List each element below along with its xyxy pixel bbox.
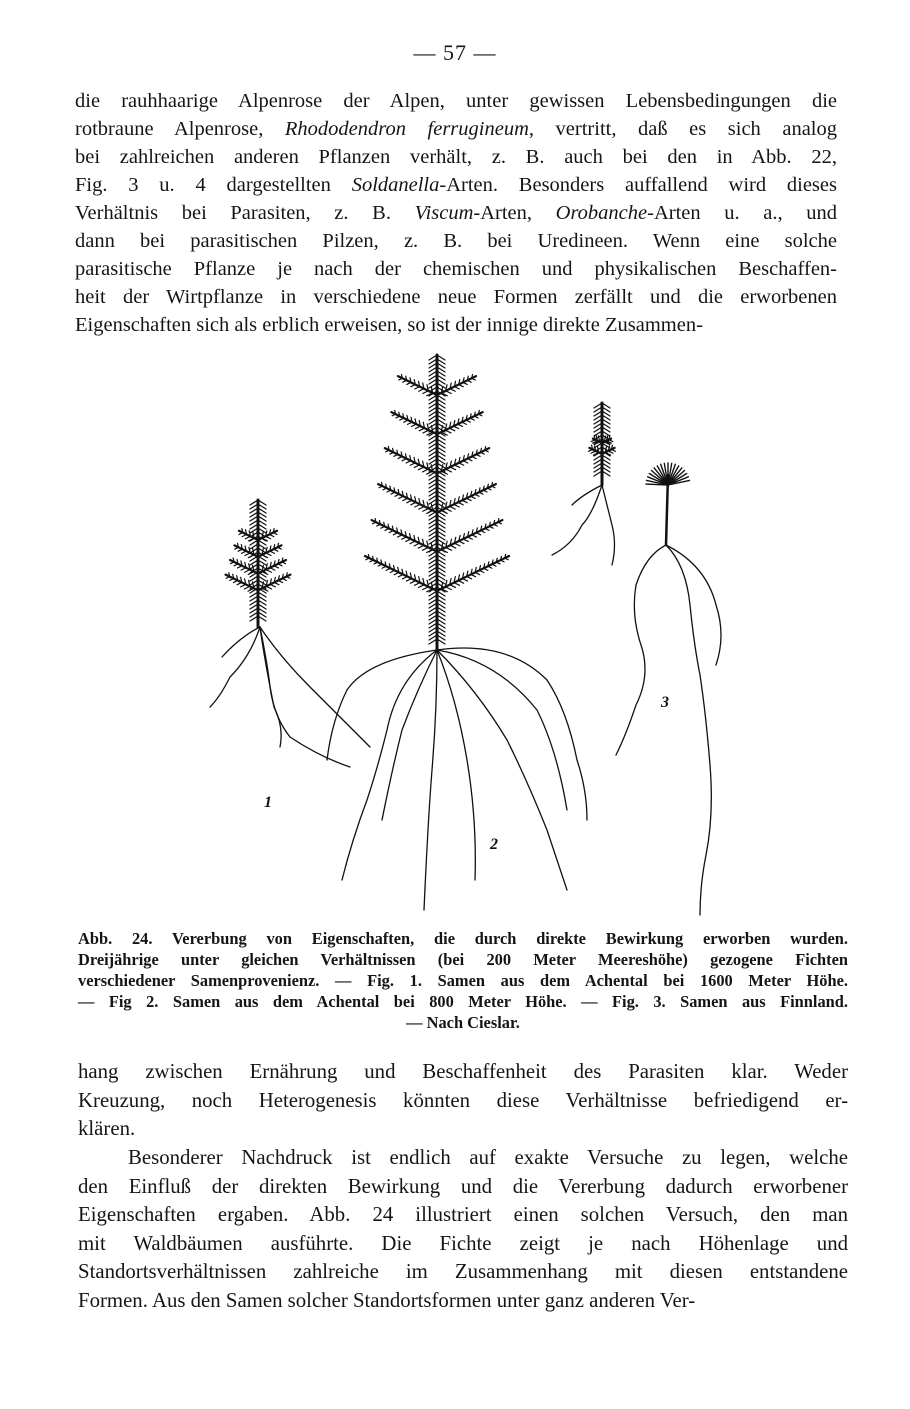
needle [611, 449, 615, 451]
needle [390, 452, 394, 454]
paragraph-3 [78, 1144, 848, 1315]
needle [270, 568, 275, 570]
needle [278, 547, 282, 549]
needle [419, 585, 425, 588]
text-line: Verhältnis bei Parasiten, z. B. Viscum-Arten, Orobanche-Arten u. a., und [75, 202, 837, 224]
needle [286, 577, 290, 579]
text-line: verschiedener Samenprovenienz. — Fig. 1. Samen aus dem Achental bei 1600 Meter Höhe. [78, 971, 848, 990]
needle [282, 562, 286, 564]
needle [468, 537, 473, 539]
needle [241, 568, 246, 570]
root-fig-2 [437, 650, 475, 880]
needle [408, 422, 413, 424]
needle [471, 574, 476, 576]
text-line: Formen. Aus den Samen solcher Standortsformen unter ganz anderen Ver- [78, 1288, 696, 1312]
needle [269, 534, 273, 536]
branch [437, 556, 509, 591]
needle [245, 553, 250, 556]
needle [422, 547, 428, 550]
needle [230, 579, 234, 581]
needle [395, 494, 399, 496]
needle [406, 579, 411, 582]
needle [382, 482, 383, 486]
needle [467, 459, 471, 461]
needle [419, 506, 425, 509]
text-line: Besonderer Nachdruck ist endlich auf exakte Versuche zu legen, welche [128, 1146, 848, 1169]
needle [373, 556, 374, 560]
needle [475, 572, 480, 574]
needle [454, 504, 459, 507]
needle [479, 492, 483, 494]
needle [242, 551, 247, 553]
needle [266, 553, 271, 556]
needle [463, 461, 468, 463]
needle [419, 389, 424, 392]
needle [459, 541, 464, 544]
needle [407, 382, 411, 384]
needle [403, 498, 408, 500]
text-line: Kreuzung, noch Heterogenesis könnten diese Verhältnisse befriedigend er- [78, 1088, 848, 1112]
root-fig-1 [260, 627, 281, 747]
needle [241, 584, 246, 586]
needle [458, 502, 463, 505]
paragraph-2 [78, 1058, 848, 1144]
needle [235, 547, 239, 549]
branch [239, 531, 258, 540]
needle [608, 451, 613, 453]
needle [450, 467, 456, 470]
root-fig-2 [437, 650, 567, 890]
needle [414, 583, 420, 586]
needle [423, 391, 429, 394]
needle [238, 566, 243, 568]
needle [492, 486, 495, 488]
needle [274, 566, 279, 568]
needle [398, 457, 402, 459]
text-line: hang zwischen Ernährung und Beschaffenheit des Parasiten klar. Weder [78, 1060, 848, 1083]
figure-spruce-seedlings [200, 345, 740, 920]
needle [379, 520, 380, 524]
needle [387, 490, 391, 492]
root-fig-3b [666, 545, 711, 915]
needle [487, 488, 491, 490]
needle [484, 568, 488, 570]
text-line: — Fig 2. Samen aus dem Achental bei 800 Meter Höhe. — Fig. 3. Samen aus Finnland. [78, 992, 848, 1011]
needle [396, 416, 400, 418]
needle [474, 416, 478, 418]
needle [476, 533, 480, 535]
needle [466, 420, 470, 422]
root-fig-1 [260, 627, 370, 747]
text-line: Eigenschaften ergaben. Abb. 24 illustriert einen solchen Versuch, den man [78, 1203, 848, 1226]
needle [410, 541, 415, 544]
needle [414, 465, 419, 468]
needle [446, 469, 452, 472]
text-line: den Einfluß der direkten Bewirkung und die Vererbung dadurch erworbener [78, 1174, 848, 1198]
needle [238, 549, 242, 551]
needle [374, 562, 378, 564]
italic-term: Soldanella [351, 174, 440, 196]
needle [411, 502, 416, 505]
needle [470, 418, 474, 420]
figure-label-2: 2 [490, 836, 498, 853]
root-fig-3b [666, 545, 721, 665]
needle [382, 566, 386, 568]
text-line: parasitische Pflanze je nach der chemischen und physikalischen Beschaffen- [75, 258, 837, 280]
needle [394, 572, 399, 574]
needle [244, 586, 250, 589]
needle [406, 539, 411, 541]
needle [489, 526, 493, 528]
needle [454, 426, 459, 428]
branch [258, 531, 277, 540]
needle [403, 380, 407, 382]
needle [591, 440, 595, 442]
needle [488, 566, 492, 568]
needle [450, 585, 456, 588]
text-line: Fig. 3 u. 4 dargestellten Soldanella-Arten. Besonders auffallend wird dieses [75, 174, 837, 196]
needle [466, 498, 471, 500]
needle [445, 587, 451, 590]
needle [274, 582, 279, 584]
figure-label-1: 1 [264, 794, 272, 811]
text-line: Standortsverhältnissen zahlreiche im Zusammenhang mit diesen entstandene [78, 1260, 848, 1283]
branch [365, 556, 437, 591]
needle [381, 526, 385, 528]
root-fig-1 [260, 627, 350, 767]
needle [445, 430, 451, 433]
needle [266, 536, 271, 538]
needle [505, 558, 508, 560]
needle [423, 430, 429, 433]
needle [386, 568, 390, 570]
needle [467, 577, 472, 579]
root-fig-2 [327, 650, 437, 760]
needle [463, 539, 468, 541]
text-line: Dreijährige unter gleichen Verhältnissen (bei 200 Meter Meereshöhe) gezogene Fichten [78, 950, 848, 969]
needle [459, 385, 464, 387]
needle [274, 549, 278, 551]
needle [450, 506, 456, 509]
needle [400, 418, 404, 420]
needle [391, 492, 395, 494]
needle [245, 536, 250, 538]
needle [501, 560, 505, 562]
page-number: — 57 — [413, 40, 497, 65]
needle [459, 463, 464, 465]
needle [410, 581, 415, 584]
text-line: bei zahlreichen anderen Pflanzen verhält, z. B. auch bei den in Abb. 22, [75, 146, 837, 168]
needle [454, 387, 459, 389]
needle [454, 543, 459, 546]
needle [475, 494, 479, 496]
needle [375, 519, 376, 523]
italic-term: Orobanche [555, 202, 648, 224]
needle [423, 469, 429, 472]
text-line: die rauhhaarige Alpenrose der Alpen, unter gewissen Lebensbedingungen die [75, 90, 837, 112]
needle [472, 457, 476, 459]
needle [481, 452, 485, 454]
needle [446, 547, 452, 550]
needle [472, 535, 477, 537]
needle [485, 528, 489, 530]
needle [386, 484, 387, 488]
needle [494, 524, 498, 526]
needle [270, 551, 275, 553]
needle [450, 389, 455, 392]
needle [385, 528, 389, 530]
needle [401, 374, 402, 378]
needle [485, 450, 488, 452]
needle [462, 579, 467, 582]
needle [445, 508, 451, 511]
root-fig-2 [437, 650, 567, 810]
needle [591, 451, 596, 453]
needle [415, 504, 420, 507]
needle [270, 584, 275, 586]
needle [411, 424, 416, 426]
needle [418, 545, 424, 548]
needle [478, 414, 481, 416]
needle [462, 422, 467, 424]
figure-caption [78, 928, 848, 1033]
needle [378, 564, 382, 566]
needle [390, 570, 394, 572]
italic-term: Viscum [414, 202, 474, 224]
text-line: dann bei parasitischen Pilzen, z. B. bei Uredineen. Wenn eine solche [75, 230, 837, 252]
needle [266, 586, 272, 589]
needle [233, 580, 237, 582]
needle [407, 500, 412, 502]
needle [414, 543, 419, 546]
root-fig-3a [572, 485, 602, 505]
root-fig-2 [342, 650, 437, 880]
needle [389, 531, 393, 533]
needle [399, 496, 404, 498]
needle [278, 580, 282, 582]
root-fig-3a [552, 485, 602, 555]
text-line: rotbraune Alpenrose, Rhododendron ferrugineum, vertritt, daß es sich analog [75, 118, 837, 140]
needle [266, 570, 271, 573]
root-fig-3b [616, 545, 666, 755]
needle [262, 555, 268, 558]
needle [402, 537, 407, 539]
needle [397, 535, 402, 537]
needle [368, 554, 369, 558]
needle [242, 534, 246, 536]
text-line: Abb. 24. Vererbung von Eigenschaften, die durch direkte Bewirkung erworben wurden. [78, 929, 848, 948]
root-fig-1 [210, 627, 260, 707]
needle [483, 490, 487, 492]
needle [233, 558, 234, 562]
needle [446, 391, 452, 394]
needle [402, 459, 406, 461]
needle [415, 387, 420, 389]
root-fig-2 [424, 650, 437, 910]
needle [402, 577, 407, 579]
needle [471, 496, 476, 498]
needle [449, 428, 454, 431]
needle [423, 587, 429, 590]
needle [450, 545, 456, 548]
needle [463, 382, 467, 384]
needle [454, 583, 460, 586]
paragraph-1 [75, 87, 837, 339]
text-line: — Nach Cieslar. [406, 1013, 520, 1032]
text-line: mit Waldbäumen ausführte. Die Fichte zeigt je nach Höhenlage und [78, 1231, 848, 1255]
needle [496, 562, 500, 564]
root-fig-2 [382, 650, 437, 820]
figure-label-3: 3 [661, 694, 669, 711]
needle [423, 508, 429, 511]
branch [372, 520, 437, 552]
needle [415, 426, 420, 428]
needle [388, 447, 389, 451]
needle [479, 570, 483, 572]
needle [410, 463, 415, 465]
needle [398, 574, 403, 576]
needle [418, 467, 424, 470]
italic-term: Rhododendron ferrugineum [284, 118, 529, 140]
needle [462, 500, 467, 502]
needle [404, 420, 408, 422]
needle [229, 573, 230, 577]
needle [498, 522, 501, 524]
needle [245, 570, 250, 573]
needle [476, 454, 480, 456]
needle [492, 564, 496, 566]
needle [467, 380, 471, 382]
needle [458, 424, 463, 426]
needle [458, 581, 463, 584]
needle [481, 531, 485, 533]
text-line: heit der Wirtpflanze in verschiedene neue Formen zerfällt und die erworbenen [75, 286, 837, 308]
needle [454, 465, 459, 468]
needle [248, 555, 254, 558]
needle [239, 533, 243, 535]
text-line: Eigenschaften sich als erblich erweisen, so ist der innige direkte Zusammen- [75, 314, 703, 336]
needle [273, 533, 277, 535]
needle [411, 385, 416, 387]
needle [278, 564, 282, 566]
needle [472, 378, 476, 380]
needle [394, 454, 398, 456]
root-fig-3a [602, 485, 615, 565]
needle [609, 440, 613, 442]
needle [406, 461, 411, 463]
needle [419, 428, 424, 431]
branch [437, 520, 502, 552]
needle [234, 564, 238, 566]
text-line: klären. [78, 1117, 136, 1140]
needle [589, 449, 593, 451]
needle [282, 579, 286, 581]
needle [237, 582, 242, 584]
needle [395, 410, 396, 414]
needle [393, 533, 397, 535]
